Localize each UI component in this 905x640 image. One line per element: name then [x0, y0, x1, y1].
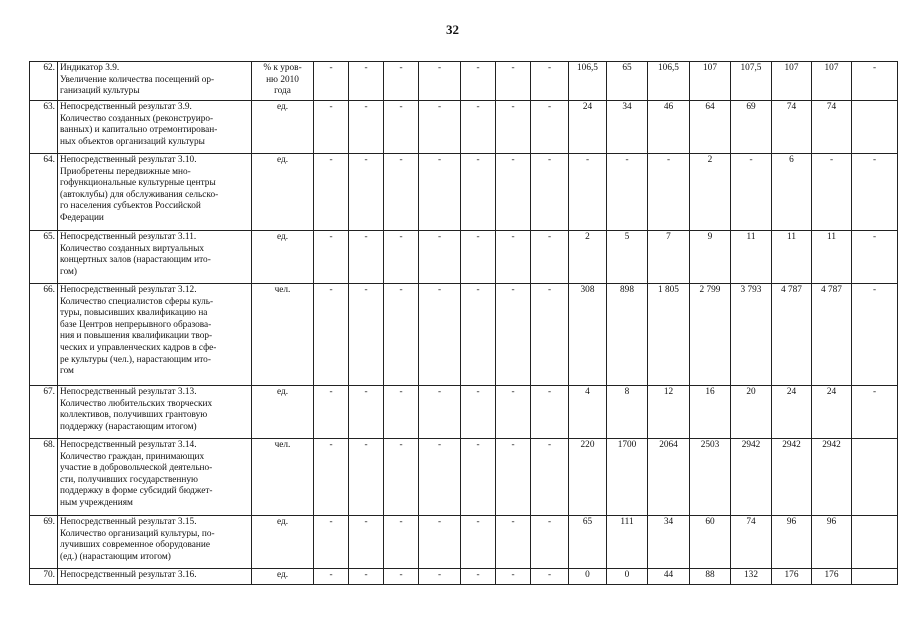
value-cell: 88 — [690, 569, 731, 585]
unit-cell — [252, 569, 314, 585]
value-cell: 11 — [812, 231, 852, 284]
empty-period-cell: - — [461, 386, 496, 439]
empty-period-cell: - — [349, 62, 384, 101]
value-cell: 2064 — [648, 439, 690, 516]
unit-line: чел. — [274, 285, 291, 295]
empty-period-cell: - — [384, 154, 419, 231]
value-cell: 2942 — [812, 439, 852, 516]
empty-period-cell: - — [314, 386, 349, 439]
unit-cell — [252, 231, 314, 284]
empty-period-cell: - — [531, 569, 569, 585]
empty-period-cell: - — [419, 284, 461, 386]
value-cell: 7 — [648, 231, 690, 284]
last-cell — [852, 101, 898, 154]
indicator-name-line: гом) — [60, 266, 78, 277]
indicator-name-line: Непосредственный результат 3.13. — [60, 387, 197, 397]
empty-period-cell: - — [419, 101, 461, 154]
empty-period-cell: - — [314, 439, 349, 516]
indicator-name-line: туры, повысивших квалификацию на — [60, 308, 208, 319]
row-number: 67. — [30, 386, 58, 439]
indicator-name-line: Непосредственный результат 3.10. — [60, 155, 197, 165]
empty-period-cell: - — [531, 62, 569, 101]
value-cell: 74 — [772, 101, 812, 154]
indicator-name-line: ния и повышения квалификации твор- — [60, 331, 213, 342]
last-cell — [852, 569, 898, 585]
indicator-name-line: Непосредственный результат 3.15. — [60, 517, 197, 527]
empty-period-cell: - — [349, 569, 384, 585]
value-cell: 44 — [648, 569, 690, 585]
indicator-name — [58, 284, 252, 386]
indicator-name — [58, 154, 252, 231]
unit-line: ед. — [276, 387, 289, 397]
unit-cell — [252, 439, 314, 516]
indicator-name-line: Непосредственный результат 3.12. — [60, 285, 197, 295]
empty-period-cell: - — [496, 101, 531, 154]
value-cell: 0 — [569, 569, 607, 585]
empty-period-cell: - — [531, 516, 569, 569]
empty-period-cell: - — [314, 569, 349, 585]
indicator-name-line: Приобретены передвижные мно- — [60, 166, 191, 177]
indicator-name-line: ре культуры (чел.), нарастающим ито- — [60, 354, 211, 365]
indicator-name-line: базе Центров непрерывного образова- — [60, 319, 212, 330]
value-cell: 2 — [569, 231, 607, 284]
table-row — [30, 569, 898, 585]
indicator-name-line: Количество созданных (реконструиро- — [60, 113, 214, 124]
value-cell: - — [569, 154, 607, 231]
value-cell: 4 — [569, 386, 607, 439]
value-cell: 20 — [731, 386, 772, 439]
indicator-name — [58, 231, 252, 284]
indicator-name-line: гофункциональные культурные центры — [60, 178, 216, 189]
empty-period-cell: - — [384, 439, 419, 516]
value-cell: 96 — [812, 516, 852, 569]
empty-period-cell: - — [349, 516, 384, 569]
value-cell: 176 — [772, 569, 812, 585]
row-number: 62. — [30, 62, 58, 101]
row-number: 70. — [30, 569, 58, 585]
empty-period-cell: - — [531, 231, 569, 284]
indicator-name-line: Непосредственный результат 3.11. — [60, 232, 197, 242]
value-cell: 8 — [607, 386, 648, 439]
value-cell: 220 — [569, 439, 607, 516]
empty-period-cell: - — [496, 284, 531, 386]
indicator-name — [58, 439, 252, 516]
last-cell — [852, 439, 898, 516]
last-cell: - — [852, 386, 898, 439]
table-row — [30, 101, 898, 154]
empty-period-cell: - — [314, 101, 349, 154]
indicator-name-line: го населения субъектов Российской — [60, 201, 201, 212]
empty-period-cell: - — [496, 154, 531, 231]
row-number: 64. — [30, 154, 58, 231]
empty-period-cell: - — [419, 62, 461, 101]
unit-line: ед. — [276, 155, 289, 165]
indicator-name-line: лучивших современное оборудование — [60, 540, 211, 551]
empty-period-cell: - — [419, 569, 461, 585]
value-cell: 11 — [731, 231, 772, 284]
value-cell: 2 799 — [690, 284, 731, 386]
indicator-name-line: ных объектов организаций культуры — [60, 136, 205, 147]
empty-period-cell: - — [419, 386, 461, 439]
value-cell: - — [731, 154, 772, 231]
last-cell: - — [852, 231, 898, 284]
last-cell: - — [852, 154, 898, 231]
empty-period-cell: - — [531, 154, 569, 231]
table-row — [30, 231, 898, 284]
unit-line: ню 2010 — [266, 74, 299, 85]
indicator-name-line: поддержку в форме субсидий бюджет- — [60, 486, 213, 497]
empty-period-cell: - — [496, 569, 531, 585]
value-cell: 74 — [731, 516, 772, 569]
unit-line: ед. — [276, 232, 289, 242]
empty-period-cell: - — [419, 154, 461, 231]
table-row — [30, 516, 898, 569]
empty-period-cell: - — [314, 516, 349, 569]
indicator-name — [58, 101, 252, 154]
empty-period-cell: - — [349, 101, 384, 154]
value-cell: - — [648, 154, 690, 231]
empty-period-cell: - — [461, 101, 496, 154]
value-cell: 0 — [607, 569, 648, 585]
value-cell: 107 — [772, 62, 812, 101]
value-cell: 308 — [569, 284, 607, 386]
unit-cell — [252, 516, 314, 569]
unit-line: чел. — [274, 440, 291, 450]
value-cell: 65 — [569, 516, 607, 569]
indicators-table — [29, 61, 898, 585]
value-cell: 34 — [607, 101, 648, 154]
indicator-name-line: ным учреждениям — [60, 497, 133, 508]
indicator-name — [58, 386, 252, 439]
value-cell: 46 — [648, 101, 690, 154]
value-cell: 2503 — [690, 439, 731, 516]
value-cell: 1700 — [607, 439, 648, 516]
value-cell: 132 — [731, 569, 772, 585]
table-row — [30, 154, 898, 231]
unit-line: ед. — [276, 517, 289, 527]
indicator-name-line: Непосредственный результат 3.14. — [60, 440, 197, 450]
indicator-name — [58, 569, 252, 585]
last-cell — [852, 516, 898, 569]
indicator-name-line: участие в добровольческой деятельно- — [60, 463, 213, 474]
empty-period-cell: - — [349, 154, 384, 231]
empty-period-cell: - — [314, 284, 349, 386]
indicator-name-line: Федерации — [60, 212, 104, 223]
value-cell: 3 793 — [731, 284, 772, 386]
empty-period-cell: - — [461, 569, 496, 585]
empty-period-cell: - — [461, 231, 496, 284]
value-cell: 34 — [648, 516, 690, 569]
value-cell: 107 — [812, 62, 852, 101]
indicator-name-line: Количество организаций культуры, по- — [60, 528, 215, 539]
indicator-name-line: (ед.) (нарастающим итогом) — [60, 551, 171, 562]
row-number: 68. — [30, 439, 58, 516]
unit-line: ед. — [276, 102, 289, 112]
unit-cell — [252, 386, 314, 439]
empty-period-cell: - — [531, 284, 569, 386]
value-cell: 69 — [731, 101, 772, 154]
row-number: 66. — [30, 284, 58, 386]
indicator-name-line: (автоклубы) для обслуживания сельско- — [60, 189, 219, 200]
empty-period-cell: - — [314, 154, 349, 231]
empty-period-cell: - — [384, 386, 419, 439]
value-cell: 96 — [772, 516, 812, 569]
value-cell: 107,5 — [731, 62, 772, 101]
empty-period-cell: - — [419, 231, 461, 284]
empty-period-cell: - — [349, 439, 384, 516]
indicator-name-line: ганизаций культуры — [60, 86, 140, 97]
row-number: 63. — [30, 101, 58, 154]
value-cell: 111 — [607, 516, 648, 569]
value-cell: - — [812, 154, 852, 231]
value-cell: 24 — [812, 386, 852, 439]
value-cell: - — [607, 154, 648, 231]
empty-period-cell: - — [349, 231, 384, 284]
value-cell: 107 — [690, 62, 731, 101]
value-cell: 176 — [812, 569, 852, 585]
value-cell: 24 — [569, 101, 607, 154]
indicator-name-line: поддержку (нарастающим итогом) — [60, 421, 197, 432]
value-cell: 65 — [607, 62, 648, 101]
indicator-name-line: Увеличение количества посещений ор- — [60, 74, 215, 85]
value-cell: 11 — [772, 231, 812, 284]
empty-period-cell: - — [461, 154, 496, 231]
indicator-name-line: Непосредственный результат 3.16. — [60, 570, 197, 580]
empty-period-cell: - — [314, 231, 349, 284]
value-cell: 2942 — [772, 439, 812, 516]
row-number: 69. — [30, 516, 58, 569]
indicator-name-line: коллективов, получивших грантовую — [60, 410, 208, 421]
last-cell: - — [852, 284, 898, 386]
value-cell: 5 — [607, 231, 648, 284]
indicator-name-line: Непосредственный результат 3.9. — [60, 102, 192, 112]
empty-period-cell: - — [314, 62, 349, 101]
unit-cell — [252, 101, 314, 154]
value-cell: 64 — [690, 101, 731, 154]
page-number: 32 — [446, 22, 459, 37]
unit-cell — [252, 154, 314, 231]
empty-period-cell: - — [461, 284, 496, 386]
table-row — [30, 284, 898, 386]
table-row — [30, 386, 898, 439]
empty-period-cell: - — [496, 516, 531, 569]
empty-period-cell: - — [384, 62, 419, 101]
indicator-name-line: гом — [60, 366, 74, 377]
empty-period-cell: - — [461, 62, 496, 101]
value-cell: 12 — [648, 386, 690, 439]
unit-cell — [252, 62, 314, 101]
empty-period-cell: - — [496, 439, 531, 516]
value-cell: 9 — [690, 231, 731, 284]
unit-line: ед. — [276, 570, 289, 580]
empty-period-cell: - — [496, 62, 531, 101]
value-cell: 6 — [772, 154, 812, 231]
indicator-name — [58, 516, 252, 569]
value-cell: 106,5 — [569, 62, 607, 101]
row-number: 65. — [30, 231, 58, 284]
empty-period-cell: - — [531, 386, 569, 439]
table-row — [30, 62, 898, 101]
indicator-name-line: Количество граждан, принимающих — [60, 451, 205, 462]
value-cell: 2 — [690, 154, 731, 231]
last-cell: - — [852, 62, 898, 101]
empty-period-cell: - — [461, 516, 496, 569]
value-cell: 16 — [690, 386, 731, 439]
value-cell: 4 787 — [812, 284, 852, 386]
unit-line: года — [274, 86, 291, 97]
empty-period-cell: - — [384, 516, 419, 569]
value-cell: 2942 — [731, 439, 772, 516]
empty-period-cell: - — [384, 101, 419, 154]
value-cell: 24 — [772, 386, 812, 439]
empty-period-cell: - — [384, 284, 419, 386]
indicator-name-line: Количество специалистов сферы куль- — [60, 296, 214, 307]
value-cell: 60 — [690, 516, 731, 569]
value-cell: 898 — [607, 284, 648, 386]
indicator-name-line: ванных) и капитально отремонтирован- — [60, 125, 218, 136]
empty-period-cell: - — [461, 439, 496, 516]
indicator-name — [58, 62, 252, 101]
table-row — [30, 439, 898, 516]
indicator-name-line: ческих и управленческих кадров в сфе- — [60, 342, 217, 353]
empty-period-cell: - — [531, 101, 569, 154]
value-cell: 1 805 — [648, 284, 690, 386]
indicator-name-line: Индикатор 3.9. — [60, 63, 120, 73]
unit-line: % к уров- — [263, 63, 302, 73]
empty-period-cell: - — [384, 231, 419, 284]
empty-period-cell: - — [496, 231, 531, 284]
empty-period-cell: - — [349, 284, 384, 386]
value-cell: 106,5 — [648, 62, 690, 101]
empty-period-cell: - — [384, 569, 419, 585]
empty-period-cell: - — [496, 386, 531, 439]
indicator-name-line: Количество созданных виртуальных — [60, 243, 205, 254]
indicator-name-line: Количество любительских творческих — [60, 398, 213, 409]
empty-period-cell: - — [419, 516, 461, 569]
empty-period-cell: - — [531, 439, 569, 516]
unit-cell — [252, 284, 314, 386]
indicator-name-line: сти, получивших государственную — [60, 474, 198, 485]
value-cell: 4 787 — [772, 284, 812, 386]
empty-period-cell: - — [419, 439, 461, 516]
empty-period-cell: - — [349, 386, 384, 439]
indicator-name-line: концертных залов (нарастающим ито- — [60, 255, 211, 266]
value-cell: 74 — [812, 101, 852, 154]
